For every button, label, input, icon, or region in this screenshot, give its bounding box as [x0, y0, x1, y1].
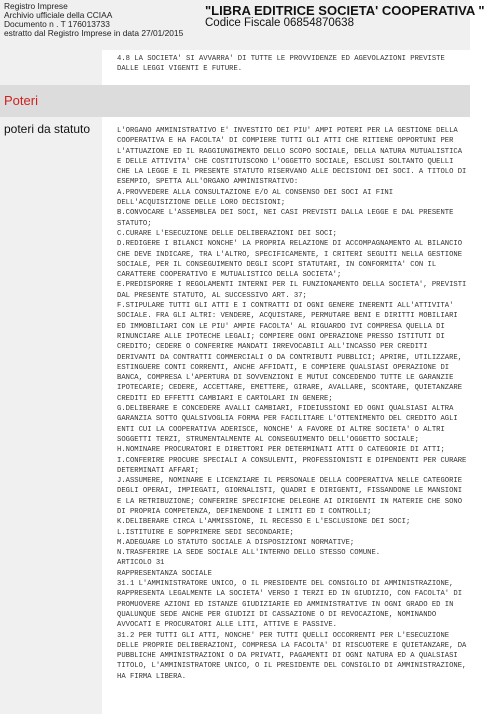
registry-line: Documento n . T 176013733 — [4, 19, 110, 29]
tax-code: Codice Fiscale 06854870638 — [205, 17, 354, 29]
powers-text: L'ORGANO AMMINISTRATIVO E' INVESTITO DEI PIU' AMPI POTERI PER LA GESTIONE DELLA COOPERATIVA E HA FACOLTA' DI COMPIERE TUTTI GLI ATTI CHE RITIENE OPPORTUNI PER L'ATTUAZIONE ED IL RAGGIUNGIMENTO DELLO SCOPO SOCIALE, DELLA NATURA MUTUALISTICA E DELLE ATTIVITA' CHE COSTITUISCONO L'OGGETTO SOCIALE, ESCLUSI SOLTANTO QUELLI CHE LA LEGGE E IL PRESENTE STATUTO RISERVANO ALLE DECISIONI DEI SOCI. A TITOLO DI ESEMPIO, SPETTA ALL'ORGANO AMMINISTRATIVO: A.PROVVEDERE ALLA CONSULTAZIONE E/O AL CONSENSO DEI SOCI AI FINI DELL'ACQUISIZIONE DELLE LORO DECISIONI; B.CONVOCARE L'ASSEMBLEA DEI SOCI, NEI CASI PREVISTI DALLA LEGGE E DAL PRESENTE STATUTO; C.CURARE L'ESECUZIONE DELLE DELIBERAZIONI DEI SOCI; D.REDIGERE I BILANCI NONCHE' LA PROPRIA RELAZIONE DI ACCOMPAGNAMENTO AL BILANCIO CHE DEVE INDICARE, TRA L'ALTRO, SPECIFICAMENTE, I CRITERI SEGUITI NELLA GESTIONE SOCIALE, PER IL CONSEGUIMENTO DEGLI SCOPI STATUTARI, IN CONFORMITA' CON IL CARATTERE COOPERATIVO E MUTUALISTICO DELLA SOCIETA'; E.PREDISPORRE I REGOLAMENTI INTERNI PER IL FUNZIONAMENTO DELLA SOCIETA', PREVISTI DAL PRESENTE STATUTO, AL SUCCESSIVO ART. 37; F.STIPULARE TUTTI GLI ATTI E I CONTRATTI DI OGNI GENERE INERENTI ALL'ATTIVITA' SOCIALE. FRA GLI ALTRI: VENDERE, ACQUISTARE, PERMUTARE BENI E DIRITTI MOBILIARI ED IMMOBILIARI CON LE PIU' AMPIE FACOLTA' AL RIGUARDO IVI COMPRESA QUELLA DI RINUNCIARE ALLE IPOTECHE LEGALI; COMPIERE OGNI OPERAZIONE PRESSO ISTITUTI DI CREDITO; CEDERE O CONFERIRE MANDATI IRREVOCABILI ALL'INCASSO PER CREDITI DERIVANTI DA CONTRATTI COMMERCIALI O DA CONTRIBUTI PUBBLICI; APRIRE, UTILIZZARE, ESTINGUERE CONTI CORRENTI, ANCHE AFFIDATI, E COMPIERE QUALSIASI OPERAZIONE DI BANCA, COMPRESA L'APERTURA DI SOVVENZIONI E MUTUI CONCEDENDO TUTTE LE GARANZIE IPOTECARIE; CEDERE, ACCETTARE, EMETTERE, GIRARE, AVALLARE, SCONTARE, QUIETANZARE CREDITI ED EFFETTI CAMBIARI E CARTOLARI IN GENERE; G.DELIBERARE E CONCEDERE AVALLI CAMBIARI, FIDEIUSSIONI ED OGNI QUALSIASI ALTRA GARANZIA SOTTO QUALSIVOGLIA FORMA PER FACILITARE L'OTTENIMENTO DEL CREDITO AGLI ENTI CUI LA COOPERATIVA ADERISCE, NONCHE' A FAVORE DI ALTRE SOCIETA' O ALTRI SOGGETTI TERZI, STRUMENTALMENTE AL CONSEGUIMENTO DELL'OGGETTO SOCIALE; H.NOMINARE PROCURATORI E DIRETTORI PER DETERMINATI ATTI O CATEGORIE DI ATTI; I.CONFERIRE PROCURE SPECIALI A CONSULENTI, PROFESSIONISTI E DIPENDENTI PER CURARE DETERMINATI AFFARI; J.ASSUMERE, NOMINARE E LICENZIARE IL PERSONALE DELLA COOPERATIVA NELLE CATEGORIE DEGLI OPERAI, IMPIEGATI, GIORNALISTI, QUADRI E DIRIGENTI, FISSANDONE LE MANSIONI E LA RETRIBUZIONE; CONFERIRE SPECIFICHE DELEGHE AI DIRIGENTI IN MATERIE CHE SONO DI PROPRIA COMPETENZA, DEFINENDONE I LIMITI ED I CONTROLLI; K.DELIBERARE CIRCA L'AMMISSIONE, IL RECESSO E L'ESCLUSIONE DEI SOCI; L.ISTITUIRE E SOPPRIMERE SEDI SECONDARIE; M.ADEGUARE LO STATUTO SOCIALE A DISPOSIZIONI NORMATIVE; N.TRASFERIRE LA SEDE SOCIALE ALL'INTERNO DELLO STESSO COMUNE. ARTICOLO 31 RAPPRESENTANZA SOCIALE 31.1 L'AMMINISTRATORE UNICO, O IL PRESIDENTE DEL CONSIGLIO DI AMMINISTRAZIONE, RAPPRESENTA LEGALMENTE LA SOCIETA' VERSO I TERZI ED IN GIUDIZIO, CON FACOLTA' DI PROMUOVERE AZIONI ED ISTANZE GIUDIZIARIE ED AMMINISTRATIVE IN OGNI GRADO ED IN QUALUNQUE SEDE ANCHE PER GIUDIZI DI CASSAZIONE O DI REVOCAZIONE, NOMINANDO AVVOCATI E PROCURATORI ALLE LITI, ATTIVE E PASSIVE. 31.2 PER TUTTI GLI ATTI, NONCHE' PER TUTTI QUELLI OCCORRENTI PER L'ESECUZIONE DELLE PROPRIE DELIBERAZIONI, COMPRESA LA FACOLTA' DI RISCUOTERE E QUIETANZARE, DA PUBBLICHE AMMINISTRAZIONI O DA PRIVATI, PAGAMENTI DI OGNI NATURA ED A QUALSIASI TITOLO, L'AMMINISTRATORE UNICO, O IL PRESIDENTE DEL CONSIGLIO DI AMMINISTRAZIONE, HA FIRMA LIBERA. — [117, 127, 467, 681]
section-title: Poteri — [4, 93, 38, 108]
company-name: "LIBRA EDITRICE SOCIETA' COOPERATIVA " — [205, 3, 485, 18]
section-header-band — [0, 85, 470, 117]
registry-line: Registro Imprese — [4, 1, 68, 11]
intro-paragraph: 4.8 LA SOCIETA' SI AVVARRA' DI TUTTE LE PROVVIDENZE ED AGEVOLAZIONI PREVISTE DALLE LEGGI VIGENTI E FUTURE. — [117, 55, 450, 74]
registry-line: estratto dal Registro Imprese in data 27/01/2015 — [4, 28, 184, 38]
left-column — [0, 50, 102, 714]
document-header — [0, 0, 485, 50]
registry-line: Archivio ufficiale della CCIAA — [4, 10, 113, 20]
subsection-title: poteri da statuto — [4, 122, 91, 136]
